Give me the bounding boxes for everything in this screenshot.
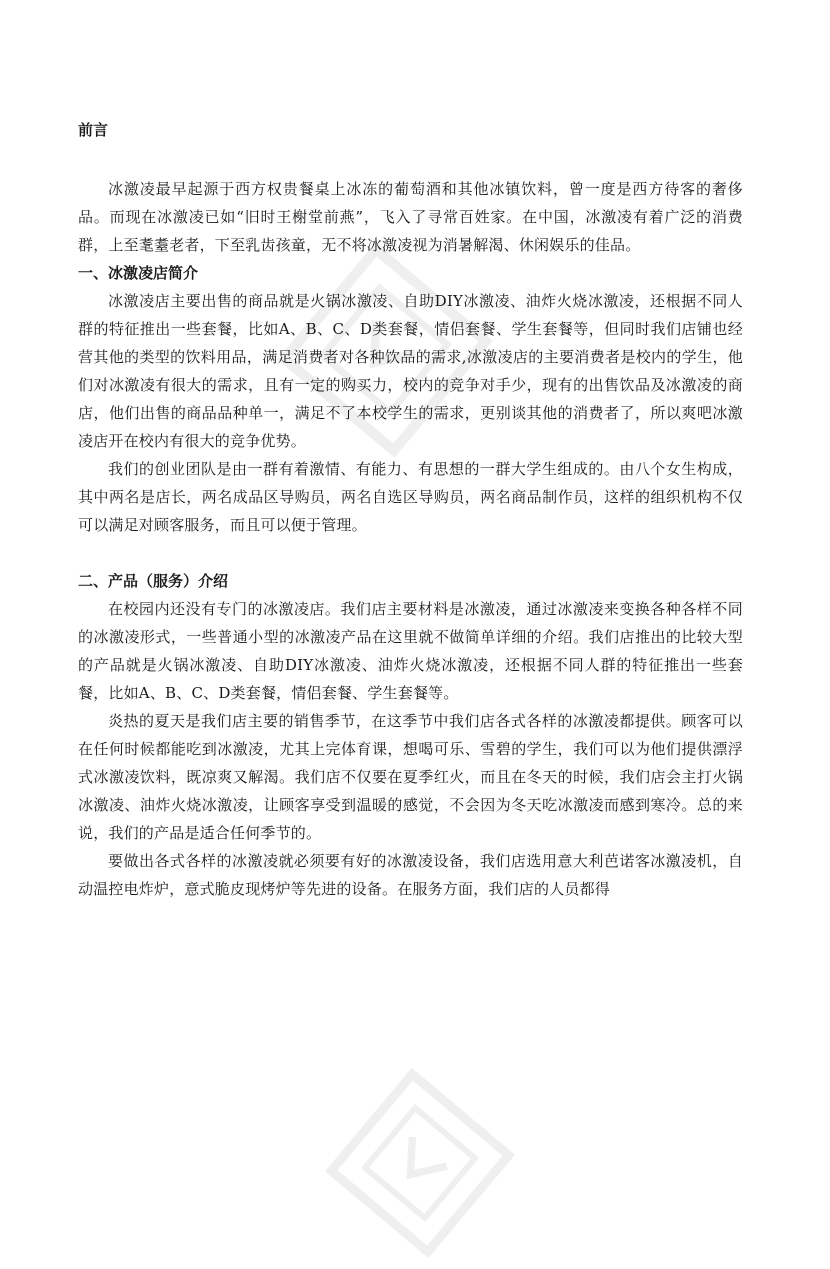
section2-paragraph-1: 在校园内还没有专门的冰激凌店。我们店主要材料是冰激凌，通过冰激凌来变换各种各样不同的冰激凌形式，一些普通小型的冰激凌产品在这里就不做简单详细的介绍。我们店推出的比较大型的产品就是火锅冰激凌、自助DIY冰激凌、油炸火烧冰激凌，还根据不同人群的特征推出一些套餐，比如A、B、C、D类套餐，情侣套餐、学生套餐等。 xyxy=(78,600,743,702)
section1-heading: 一、冰激凌店简介 xyxy=(78,264,199,282)
section2-heading: 二、产品（服务）介绍 xyxy=(78,572,229,590)
preface-heading: 前言 xyxy=(78,121,109,139)
section1-paragraph-2: 我们的创业团队是由一群有着激情、有能力、有思想的一群大学生组成的。由八个女生构成，其中两名是店长，两名成品区导购员，两名自选区导购员，两名商品制作员，这样的组织机构不仅可以满足对顾客服务，而且可以便于管理。 xyxy=(78,460,743,534)
section2-paragraph-2: 炎热的夏天是我们店主要的销售季节，在这季节中我们店各式各样的冰激凌都提供。顾客可以在任何时候都能吃到冰激凌，尤其上完体育课，想喝可乐、雪碧的学生，我们可以为他们提供漂浮式冰激凌饮料，既凉爽又解渴。我们店不仅要在夏季红火，而且在冬天的时候，我们店会主打火锅冰激凌、油炸火烧冰激凌，让顾客享受到温暖的感觉，不会因为冬天吃冰激凌而感到寒冷。总的来说，我们的产品是适合任何季节的。 xyxy=(78,712,743,842)
watermark-icon xyxy=(314,1057,525,1268)
section2-paragraph-3: 要做出各式各样的冰激凌就必须要有好的冰激凌设备，我们店选用意大利芭诺客冰激凌机，自动温控电炸炉，意式脆皮现烤炉等先进的设备。在服务方面，我们店的人员都得 xyxy=(78,852,743,898)
document-content xyxy=(78,116,743,903)
section1-paragraph-1: 冰激凌店主要出售的商品就是火锅冰激凌、自助DIY冰激凌、油炸火烧冰激凌，还根据不同人群的特征推出一些套餐，比如A、B、C、D类套餐，情侣套餐、学生套餐等，但同时我们店铺也经营其他的类型的饮料用品，满足消费者对各种饮品的需求,冰激凌店的主要消费者是校内的学生，他们对冰激凌有很大的需求，且有一定的购买力，校内的竞争对手少，现有的出售饮品及冰激凌的商店，他们出售的商品品种单一，满足不了本校学生的需求，更别谈其他的消费者了，所以爽吧冰激凌店开在校内有很大的竞争优势。 xyxy=(78,292,743,450)
preface-paragraph: 冰激凌最早起源于西方权贵餐桌上冰冻的葡萄酒和其他冰镇饮料，曾一度是西方待客的奢侈品。而现在冰激凌已如“旧时王榭堂前燕”，飞入了寻常百姓家。在中国，冰激凌有着广泛的消费群，上至耄耋老者，下至乳齿孩童，无不将冰激凌视为消暑解渴、休闲娱乐的佳品。 xyxy=(78,180,743,254)
